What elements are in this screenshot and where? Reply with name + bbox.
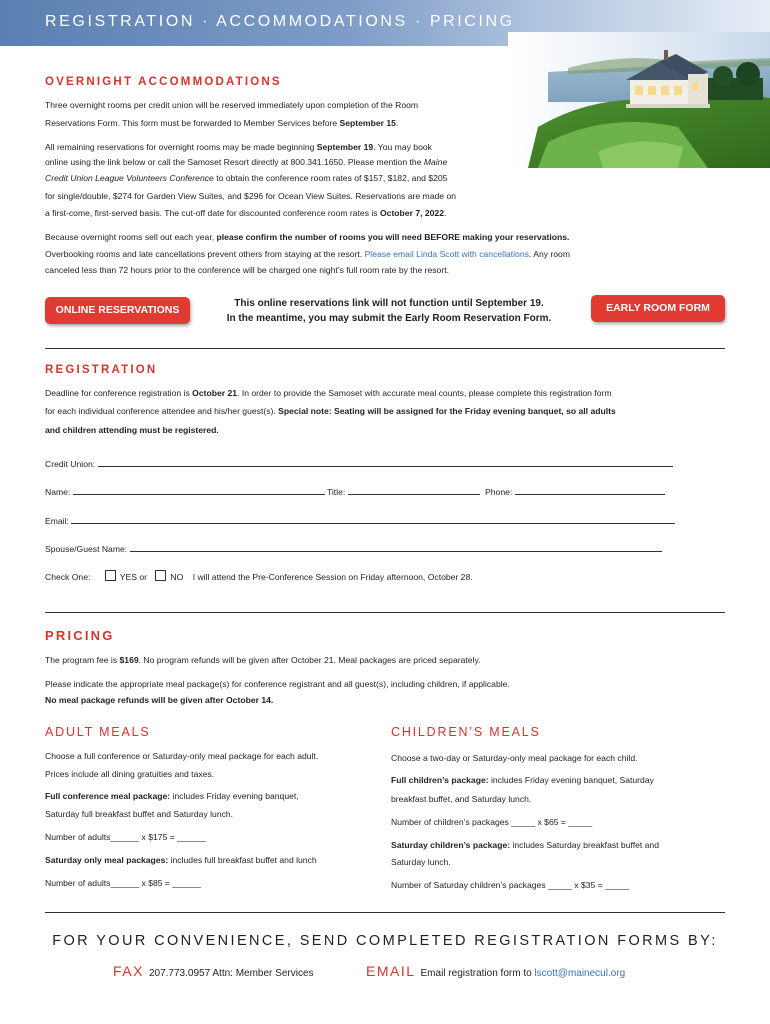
registration-line-3: and children attending must be registered.: [45, 425, 219, 435]
children-intro: Choose a two-day or Saturday-only meal package for each child.: [391, 753, 638, 763]
resort-photo: [508, 32, 770, 168]
accommodations-heading: OVERNIGHT ACCOMMODATIONS: [45, 76, 282, 88]
name-title-phone-row: [45, 483, 665, 501]
accommodations-paragraph-1-line-1: Three overnight rooms per credit union will be reserved immediately upon completion of the Room: [45, 100, 419, 110]
adult-full-package-desc: Saturday full breakfast buffet and Saturday lunch.: [45, 809, 234, 819]
credit-union-label: Credit Union:: [45, 459, 96, 469]
adult-full-count[interactable]: Number of adults______ x $175 = ______: [45, 832, 206, 842]
children-full-count[interactable]: Number of children’s packages _____ x $65 = _____: [391, 817, 593, 827]
title-field[interactable]: [348, 485, 480, 495]
pricing-heading: PRICING: [45, 628, 115, 643]
children-full-package: Full children’s package: includes Friday evening banquet, Saturday: [391, 775, 654, 785]
registration-line-1: Deadline for conference registration is October 21. In order to provide the Samoset with accurate meal counts, please complete this registration form: [45, 388, 612, 398]
email-label: Email:: [45, 516, 69, 526]
spouse-row: [45, 540, 662, 558]
children-saturday-package-desc: Saturday lunch.: [391, 857, 451, 867]
email-contact-row: [366, 963, 625, 979]
spouse-field[interactable]: [130, 542, 662, 552]
early-room-form-button[interactable]: EARLY ROOM FORM: [591, 295, 725, 322]
fax-label: FAX: [113, 963, 144, 979]
email-address-link[interactable]: lscott@mainecul.org: [534, 968, 626, 979]
credit-union-row: [45, 455, 673, 473]
adult-meals-heading: ADULT MEALS: [45, 725, 151, 739]
accommodations-paragraph-3-line-2: Overbooking rooms and late cancellations prevent others from staying at the resort. Please email Linda Scott with cancellations. Any room: [45, 249, 570, 259]
section-divider: [45, 348, 725, 349]
no-label: NO: [170, 572, 184, 582]
spouse-label: Spouse/Guest Name:: [45, 544, 128, 554]
yes-checkbox[interactable]: [105, 570, 116, 581]
adult-intro-2: Prices include all dining gratuities and taxes.: [45, 769, 215, 779]
accommodations-paragraph-1-line-2: Reservations Form. This form must be forwarded to Member Services before September 15.: [45, 118, 399, 128]
notice-line-2: In the meantime, you may submit the Early Room Reservation Form.: [226, 313, 552, 324]
credit-union-field[interactable]: [98, 457, 673, 467]
accommodations-paragraph-2-line-5: a first-come, first-served basis. The cut-off date for discounted conference room rates is October 7, 2022.: [45, 208, 447, 218]
email-field[interactable]: [71, 514, 675, 524]
yes-label: YES or: [119, 572, 148, 582]
accommodations-paragraph-2-line-4: for single/double, $274 for Garden View Suites, and $296 for Ocean View Suites. Reservations are made on: [45, 191, 456, 201]
accommodations-paragraph-2-line-2: online using the link below or call the Samoset Resort directly at 800.341.1650. Please mention the Maine: [45, 157, 448, 167]
adult-intro-1: Choose a full conference or Saturday-only meal package for each adult.: [45, 751, 319, 761]
email-row: [45, 512, 675, 530]
section-divider: [45, 912, 725, 913]
page-title: REGISTRATION · ACCOMMODATIONS · PRICING: [45, 13, 515, 30]
pricing-line-3: No meal package refunds will be given after October 14.: [45, 695, 274, 705]
session-text: I will attend the Pre-Conference Session on Friday afternoon, October 28.: [192, 572, 473, 582]
notice-line-1: This online reservations link will not function until September 19.: [234, 298, 544, 309]
section-divider: [45, 612, 725, 613]
children-saturday-count[interactable]: Number of Saturday children’s packages _____ x $35 = _____: [391, 880, 629, 890]
reservations-notice: [200, 296, 578, 326]
email-cancellations-link[interactable]: Please email Linda Scott with cancellations: [364, 249, 529, 259]
footer-title: FOR YOUR CONVENIENCE, SEND COMPLETED REGISTRATION FORMS BY:: [52, 933, 718, 949]
fax-row: [113, 963, 314, 979]
email-contact-text: Email registration form to: [420, 968, 535, 979]
email-contact-label: EMAIL: [366, 963, 416, 979]
no-checkbox[interactable]: [155, 570, 166, 581]
online-reservations-button[interactable]: ONLINE RESERVATIONS: [45, 297, 190, 324]
registration-heading: REGISTRATION: [45, 364, 158, 376]
fax-text: 207.773.0957 Attn: Member Services: [148, 968, 314, 979]
pricing-line-1: The program fee is $169. No program refunds will be given after October 21. Meal packages are priced separately.: [45, 655, 481, 665]
check-one-label: Check One:: [45, 572, 91, 582]
title-label: Title:: [326, 487, 346, 497]
adult-full-package: Full conference meal package: includes Friday evening banquet,: [45, 791, 299, 801]
children-saturday-package: Saturday children’s package: includes Saturday breakfast buffet and: [391, 840, 659, 850]
name-label: Name:: [45, 487, 71, 497]
accommodations-paragraph-2-line-3: Credit Union League Volunteers Conference to obtain the conference room rates of $157, $182, and $205: [45, 173, 448, 183]
adult-saturday-package: Saturday only meal packages: includes full breakfast buffet and lunch: [45, 855, 317, 865]
check-one-row: [45, 568, 473, 586]
phone-label: Phone:: [485, 487, 513, 497]
childrens-meals-heading: CHILDREN’S MEALS: [391, 725, 541, 739]
children-full-package-desc: breakfast buffet, and Saturday lunch.: [391, 794, 532, 804]
phone-field[interactable]: [515, 485, 665, 495]
accommodations-paragraph-3-line-3: canceled less than 72 hours prior to the conference will be charged one night’s full room rate by the resort.: [45, 265, 449, 275]
pricing-line-2: Please indicate the appropriate meal package(s) for conference registrant and all guest(s), including children, if applicable.: [45, 679, 510, 689]
accommodations-paragraph-2-line-1: All remaining reservations for overnight rooms may be made beginning September 19. You may book: [45, 142, 432, 152]
accommodations-paragraph-3-line-1: Because overnight rooms sell out each year, please confirm the number of rooms you will need BEFORE making your reservations.: [45, 232, 570, 242]
adult-saturday-count[interactable]: Number of adults______ x $85 = ______: [45, 878, 201, 888]
registration-line-2: for each individual conference attendee and his/her guest(s). Special note: Seating will be assigned for the Friday evening banquet, so all adults: [45, 406, 616, 416]
name-field[interactable]: [73, 485, 325, 495]
